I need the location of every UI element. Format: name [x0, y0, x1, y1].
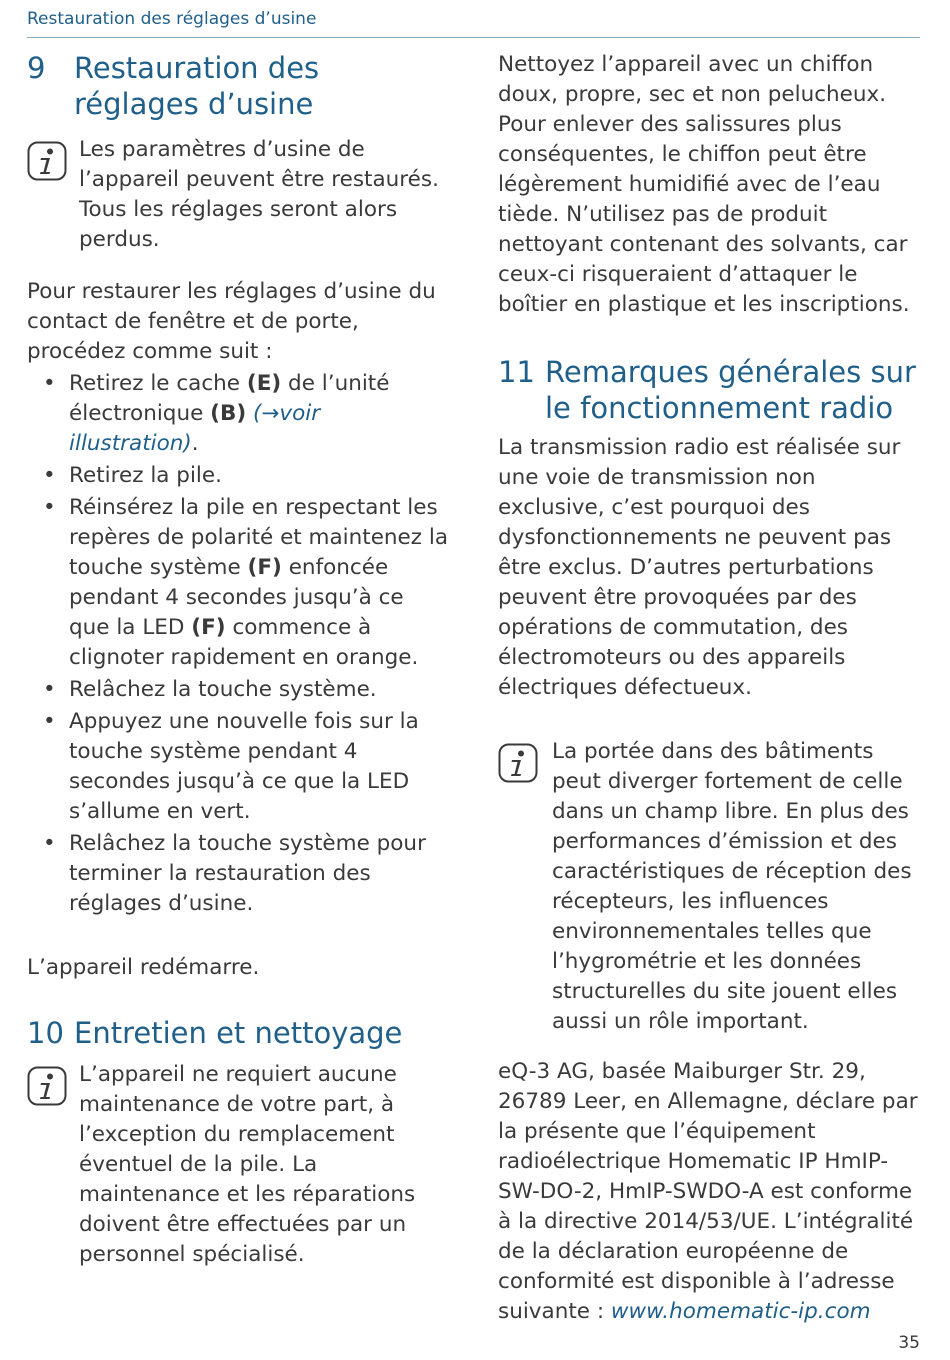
info-icon [27, 1066, 67, 1106]
info-icon [498, 743, 538, 783]
section-10-note [27, 1060, 449, 1270]
list-item: • Relâchez la touche système pour terminer la restauration des réglages d’usine. [27, 829, 449, 919]
section-9-title: Restauration des réglages d’usine [74, 51, 320, 121]
section-9-number: 9 [27, 51, 46, 85]
section-11-number: 11 [498, 355, 535, 389]
section-10-title: Entretien et nettoyage [74, 1016, 403, 1050]
section-11-title: Remarques générales sur le fonctionnement radio [545, 355, 916, 425]
section-10-number: 10 [27, 1016, 64, 1050]
reset-steps-list [27, 369, 449, 919]
restart-text: L’appareil redémarre. [27, 955, 260, 980]
homematic-link[interactable]: www.homematic-ip.com [610, 1299, 871, 1324]
illustration-reference: (→voir illustration) [69, 401, 321, 456]
running-header: Restauration des réglages d’usine [27, 9, 317, 29]
cleaning-text: Nettoyez l’appareil avec un chiffon doux, propre, sec et non pelucheux. Pour enlever des salissures plus conséquentes, le chiffon peut être légèrement humidifié avec de l’eau tiède. N’utilisez pas de produit nettoyant contenant des solvants, car ceux-ci risqueraient d’attaquer le boîtier en plastique et les inscriptions. [498, 52, 910, 317]
section-10-note-text: L’appareil ne requiert aucune maintenance de votre part, à l’exception du remplacement éventuel de la pile. La maintenance et les réparations doivent être effectuées par un personnel spécialisé. [79, 1062, 416, 1267]
list-item: • Appuyez une nouvelle fois sur la touche système pendant 4 secondes jusqu’à ce que la LED s’allume en vert. [27, 707, 449, 827]
section-9-intro: Pour restaurer les réglages d’usine du contact de fenêtre et de porte, procédez comme suit : [27, 279, 436, 364]
list-item: • Réinsérez la pile en respectant les repères de polarité et maintenez la touche système (F) enfoncée pendant 4 secondes jusqu’à ce que la LED (F) commence à clignoter rapidement en orange. [27, 493, 449, 673]
header-rule [27, 37, 920, 38]
right-column [498, 50, 928, 1327]
declaration-text [498, 1057, 928, 1327]
section-9-heading [27, 50, 449, 122]
info-icon-wrap [498, 737, 552, 783]
left-column [27, 50, 449, 1270]
section-11-body: La transmission radio est réalisée sur une voie de transmission non exclusive, c’est pourquoi des dysfonctionnements ne peuvent pas être exclus. D’autres perturbations peuvent être provoquées par des opérations de commutation, des électromoteurs ou des appareils électriques défectueux. [498, 435, 901, 700]
section-11-note-text: La portée dans des bâtiments peut diverger fortement de celle dans un champ libre. En plus des performances d’émission et des caractéristiques de réception des récepteurs, les influences environnementales telles que l’hygrométrie et les données structurelles du site jouent elles aussi un rôle important. [552, 739, 912, 1034]
section-11-note [498, 737, 928, 1037]
info-icon-wrap [27, 135, 79, 181]
section-9-note [27, 135, 449, 255]
list-item: • Relâchez la touche système. [27, 675, 449, 705]
info-icon [27, 141, 67, 181]
info-icon-wrap [27, 1060, 79, 1106]
section-10-heading [27, 1015, 449, 1051]
list-item: • Retirez le cache (E) de l’unité électronique (B) (→voir illustration). [27, 369, 449, 459]
list-item: • Retirez la pile. [27, 461, 449, 491]
section-9-note-text: Les paramètres d’usine de l’appareil peuvent être restaurés. Tous les réglages seront alors perdus. [79, 137, 439, 252]
section-11-heading [498, 354, 928, 426]
page-number: 35 [898, 1333, 920, 1353]
declaration-body: eQ-3 AG, basée Maiburger Str. 29, 26789 Leer, en Allemagne, déclare par la présente que l’équipement radioélectrique Homematic IP HmIP-SW-DO-2, HmIP-SWDO-A est conforme à la directive 2014/53/UE. L’intégralité de la déclaration européenne de conformité est disponible à l’adresse suivante : [498, 1059, 918, 1324]
